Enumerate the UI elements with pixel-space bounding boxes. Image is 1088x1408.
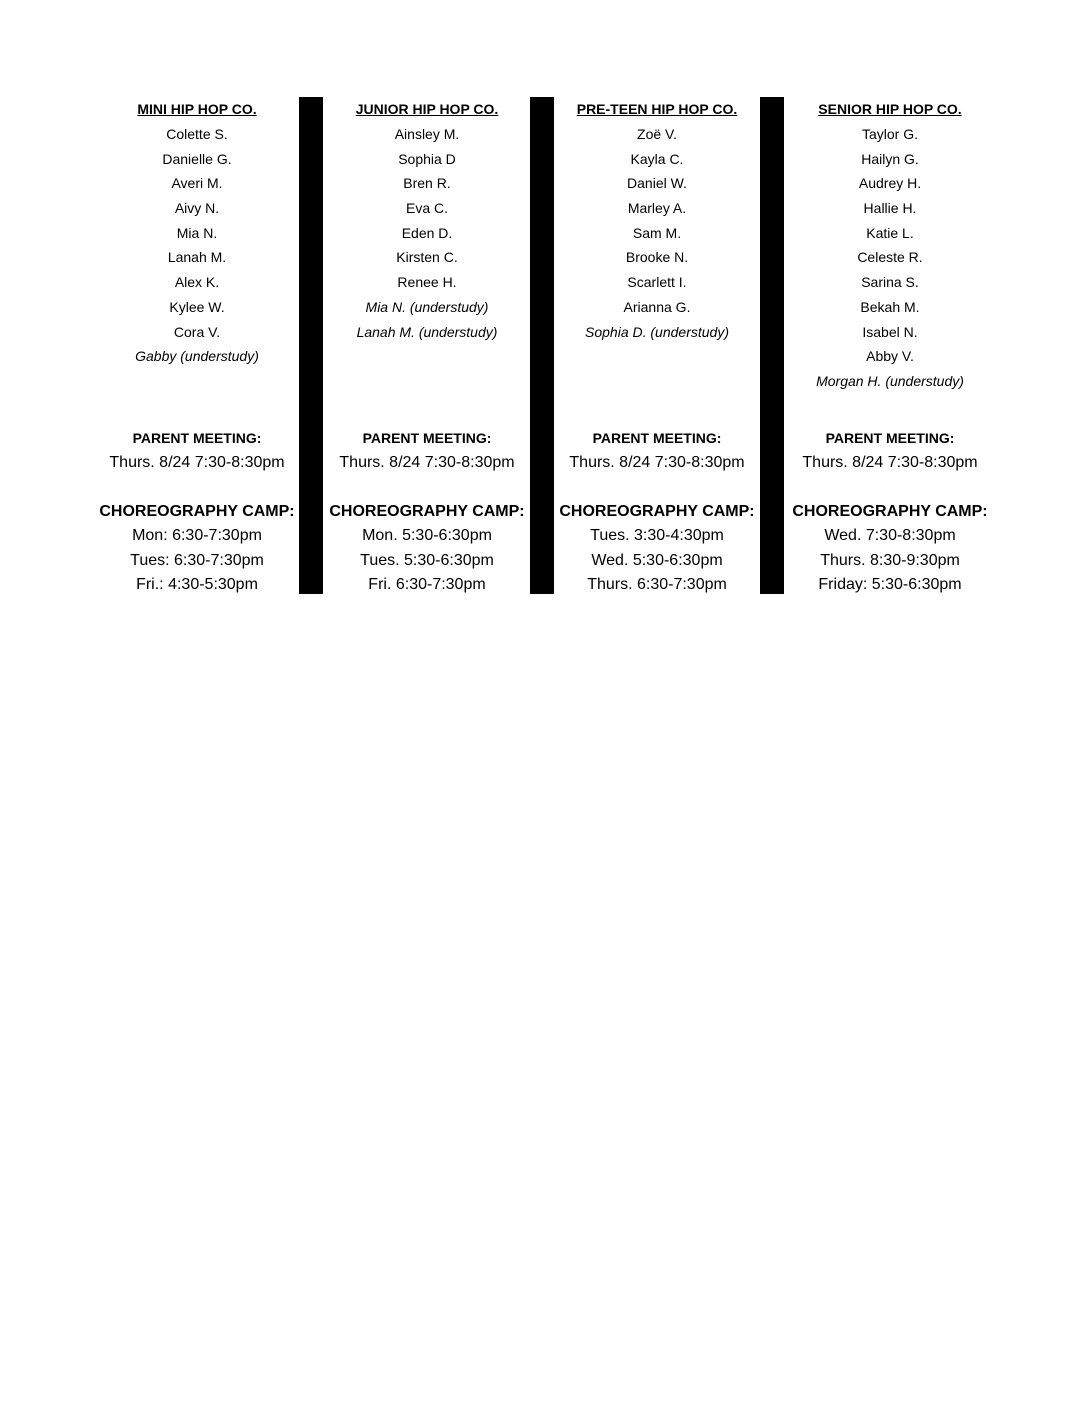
team-member: Eden D.: [401, 224, 453, 241]
team-member: Eva C.: [405, 200, 448, 217]
team-member: Hailyn G.: [861, 150, 919, 167]
team-member: Sarina S.: [861, 274, 919, 291]
team-title: SENIOR HIP HOP CO.: [818, 101, 962, 117]
team-member: Sam M.: [632, 224, 682, 241]
choreography-camp-label: CHOREOGRAPHY CAMP:: [99, 503, 295, 520]
team-column-senior: [775, 97, 1005, 598]
camp-time: Fri.: 4:30-5:30pm: [136, 576, 258, 594]
choreography-camp-label: CHOREOGRAPHY CAMP:: [792, 503, 988, 520]
parent-meeting-time: Thurs. 8/24 7:30-8:30pm: [339, 454, 515, 471]
team-member: Averi M.: [171, 175, 223, 192]
team-member: Colette S.: [166, 126, 228, 142]
team-member: Renee H.: [397, 274, 457, 291]
parent-meeting-label: PARENT MEETING:: [825, 430, 955, 446]
camp-time: Thurs. 6:30-7:30pm: [587, 576, 727, 594]
team-member: Cora V.: [173, 323, 221, 340]
team-column-junior: [312, 97, 542, 598]
team-member: Scarlett I.: [627, 274, 687, 291]
team-member: Hallie H.: [863, 200, 917, 217]
camp-time: Wed. 7:30-8:30pm: [824, 527, 956, 544]
team-member: Audrey H.: [858, 175, 922, 192]
team-member: Kayla C.: [630, 150, 684, 167]
parent-meeting-time: Thurs. 8/24 7:30-8:30pm: [569, 454, 745, 471]
member-list: [542, 122, 772, 418]
camp-time: Tues. 5:30-6:30pm: [360, 551, 494, 569]
team-member: Kirsten C.: [396, 249, 458, 266]
team-title: MINI HIP HOP CO.: [137, 101, 257, 117]
team-member: Bren R.: [403, 175, 451, 192]
understudy-member: Lanah M. (understudy): [356, 323, 498, 340]
parent-meeting-label: PARENT MEETING:: [592, 430, 722, 446]
parent-meeting-time: Thurs. 8/24 7:30-8:30pm: [802, 454, 978, 471]
parent-meeting-time: Thurs. 8/24 7:30-8:30pm: [109, 454, 285, 471]
camp-time: Tues. 3:30-4:30pm: [590, 527, 724, 544]
understudy-member: Sophia D. (understudy): [585, 323, 729, 340]
team-member: Abby V.: [866, 348, 914, 365]
team-member: Lanah M.: [167, 249, 227, 266]
team-member: Ainsley M.: [394, 126, 460, 142]
team-member: Danielle G.: [162, 150, 232, 167]
team-member: Daniel W.: [627, 175, 687, 192]
camp-time: Fri. 6:30-7:30pm: [368, 576, 486, 594]
team-member: Zoë V.: [637, 126, 677, 142]
parent-meeting-label: PARENT MEETING:: [362, 430, 492, 446]
team-member: Marley A.: [627, 200, 687, 217]
camp-time: Mon: 6:30-7:30pm: [132, 527, 262, 544]
choreography-camp-label: CHOREOGRAPHY CAMP:: [559, 503, 755, 520]
team-member: Brooke N.: [625, 249, 689, 266]
camp-time: Friday: 5:30-6:30pm: [818, 576, 962, 594]
understudy-member: Mia N. (understudy): [365, 298, 489, 315]
team-member: Sophia D: [398, 150, 456, 167]
team-column-mini: [82, 97, 312, 598]
parent-meeting-label: PARENT MEETING:: [132, 430, 262, 446]
team-member: Taylor G.: [861, 126, 918, 142]
understudy-member: Gabby (understudy): [135, 348, 259, 365]
member-list: [312, 122, 542, 418]
team-member: Celeste R.: [857, 249, 923, 266]
camp-time: Thurs. 8:30-9:30pm: [820, 551, 960, 569]
team-member: Mia N.: [176, 224, 218, 241]
choreography-camp-label: CHOREOGRAPHY CAMP:: [329, 503, 525, 520]
team-member: Katie L.: [866, 224, 914, 241]
camp-time: Mon. 5:30-6:30pm: [362, 527, 492, 544]
understudy-member: Morgan H. (understudy): [816, 372, 964, 389]
team-member: Isabel N.: [862, 323, 918, 340]
member-list: [775, 122, 1005, 418]
team-title: JUNIOR HIP HOP CO.: [355, 101, 499, 117]
team-title: PRE-TEEN HIP HOP CO.: [576, 101, 738, 117]
team-member: Arianna G.: [623, 298, 691, 315]
team-member: Aivy N.: [174, 200, 220, 217]
camp-time: Tues: 6:30-7:30pm: [130, 551, 264, 569]
team-column-preteen: [542, 97, 772, 598]
team-member: Alex K.: [174, 274, 220, 291]
team-member: Kylee W.: [169, 298, 225, 315]
camp-time: Wed. 5:30-6:30pm: [591, 551, 723, 569]
member-list: [82, 122, 312, 418]
team-member: Bekah M.: [860, 298, 920, 315]
